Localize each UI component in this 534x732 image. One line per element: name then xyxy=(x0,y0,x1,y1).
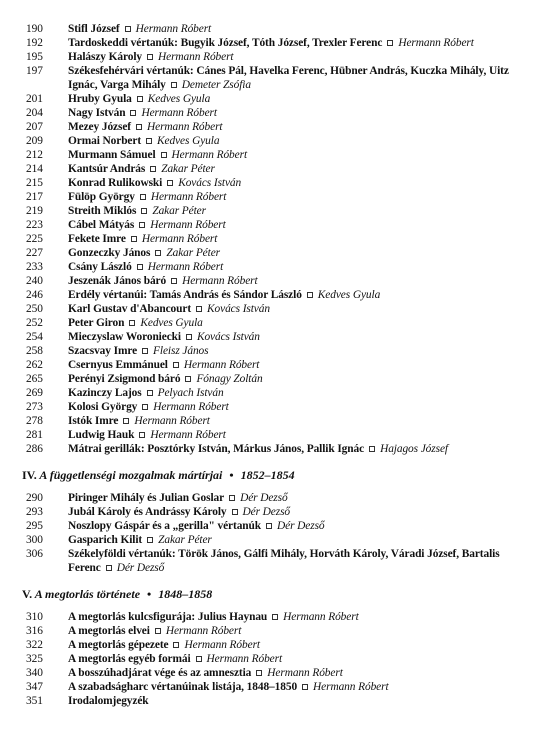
entry-title: Fekete Imre xyxy=(68,233,126,245)
entry-author: Hermann Róbert xyxy=(313,681,389,693)
toc-entry xyxy=(0,288,534,302)
toc-entry xyxy=(0,624,534,638)
toc-entry xyxy=(0,162,534,176)
section-years: 1848–1858 xyxy=(158,587,213,601)
square-bullet-icon xyxy=(136,124,142,130)
toc-entry xyxy=(0,120,534,134)
entry-author: Hermann Róbert xyxy=(134,415,210,427)
square-bullet-icon xyxy=(147,537,153,543)
toc-entry xyxy=(0,22,534,36)
toc-entry xyxy=(0,610,534,624)
toc-group-part-4 xyxy=(0,491,534,575)
square-bullet-icon xyxy=(266,523,272,529)
entry-author: Hermann Róbert xyxy=(165,625,242,637)
entry-title: Irodalomjegyzék xyxy=(68,695,149,707)
entry-title: Mieczyslaw Woroniecki xyxy=(68,331,181,343)
entry-title: Jeszenák János báró xyxy=(68,275,167,287)
square-bullet-icon xyxy=(150,166,156,172)
entry-author: Hermann Róbert xyxy=(283,611,359,623)
entry-author: Fónagy Zoltán xyxy=(196,373,263,385)
entry-title: Perényi Zsigmond báró xyxy=(68,373,181,385)
toc-entry xyxy=(0,638,534,652)
entry-author: Kedves Gyula xyxy=(140,317,203,329)
toc-entry xyxy=(0,176,534,190)
entry-title: Kazinczy Lajos xyxy=(68,387,142,399)
page-number: 207 xyxy=(26,121,43,133)
entry-author: Hermann Róbert xyxy=(182,275,258,287)
square-bullet-icon xyxy=(302,684,308,690)
toc-entry xyxy=(0,218,534,232)
page-number: 252 xyxy=(26,317,43,329)
square-bullet-icon xyxy=(146,138,152,144)
entry-author: Kovács István xyxy=(178,177,242,189)
entry-title: Gonzeczky János xyxy=(68,247,151,259)
toc-entry xyxy=(0,260,534,274)
page-number: 262 xyxy=(26,359,43,371)
toc-entry xyxy=(0,148,534,162)
entry-author: Demeter Zsófia xyxy=(181,79,251,91)
entry-title: Gasparich Kilit xyxy=(68,534,143,546)
page-number: 190 xyxy=(26,23,43,35)
page-number: 351 xyxy=(26,695,43,707)
section-heading-iv xyxy=(0,468,534,482)
page-number: 219 xyxy=(26,205,43,217)
entry-author: Hermann Róbert xyxy=(147,121,223,133)
page-number: 217 xyxy=(26,191,43,203)
entry-author: Hermann Róbert xyxy=(184,639,260,651)
section-bullet: • xyxy=(147,587,152,601)
square-bullet-icon xyxy=(171,278,177,284)
square-bullet-icon xyxy=(139,222,145,228)
entry-title: Szacsvay Imre xyxy=(68,345,138,357)
section-number: IV. xyxy=(22,468,37,482)
entry-title: Kolosi György xyxy=(68,401,138,413)
entry-author: Hermann Róbert xyxy=(150,219,226,231)
square-bullet-icon xyxy=(185,376,191,382)
section-title: A függetlenségi mozgalmak mártírjai xyxy=(39,468,223,482)
toc-entry xyxy=(0,36,534,50)
section-bullet: • xyxy=(229,468,234,482)
entry-title: Stifl József xyxy=(68,23,120,35)
page-number: 204 xyxy=(26,107,43,119)
entry-author: Hermann Róbert xyxy=(398,37,474,49)
entry-title: A szabadságharc vértanúinak listája, 1848–1850 xyxy=(68,681,298,693)
page-number: 347 xyxy=(26,681,43,693)
square-bullet-icon xyxy=(171,82,177,88)
toc-entry xyxy=(0,666,534,680)
entry-author: Hermann Róbert xyxy=(171,149,248,161)
toc-entry xyxy=(0,428,534,442)
toc-entry xyxy=(0,505,534,519)
entry-title: Hruby Gyula xyxy=(68,93,132,105)
square-bullet-icon xyxy=(137,264,143,270)
entry-author: Zakar Péter xyxy=(161,163,215,175)
entry-title: Erdély vértanúi: Tamás András és Sándor László xyxy=(68,289,302,301)
toc-entry xyxy=(0,316,534,330)
entry-title: Konrad Rulikowski xyxy=(68,177,163,189)
toc-entry xyxy=(0,274,534,288)
page-number: 278 xyxy=(26,415,43,427)
entry-author: Dér Dezső xyxy=(240,492,288,504)
square-bullet-icon xyxy=(196,656,202,662)
page-number: 286 xyxy=(26,443,43,455)
square-bullet-icon xyxy=(131,236,137,242)
page-number: 322 xyxy=(26,639,43,651)
toc-entry xyxy=(0,414,534,428)
page-number: 215 xyxy=(26,177,43,189)
entry-author: Hermann Róbert xyxy=(147,261,224,273)
page-number: 300 xyxy=(26,534,43,546)
page-number: 306 xyxy=(26,548,43,560)
entry-title: Csány László xyxy=(68,261,132,273)
toc-entry xyxy=(0,442,534,456)
entry-title: A megtorlás gépezete xyxy=(68,639,169,651)
toc-entry xyxy=(0,680,534,694)
entry-author: Kedves Gyula xyxy=(157,135,220,147)
entry-author: Hermann Róbert xyxy=(158,51,234,63)
toc-entry xyxy=(0,246,534,260)
square-bullet-icon xyxy=(173,362,179,368)
entry-title: Karl Gustav d'Abancourt xyxy=(68,303,192,315)
entry-title: Mátrai gerillák: Posztórky István, Márkus János, Pallik Ignác xyxy=(68,443,365,455)
toc-entry xyxy=(0,330,534,344)
toc-entry xyxy=(0,92,534,106)
toc-entry xyxy=(0,386,534,400)
toc-entry xyxy=(0,50,534,64)
entry-author: Pelyach István xyxy=(157,387,224,399)
toc-group-part-5 xyxy=(0,610,534,708)
page-number: 250 xyxy=(26,303,43,315)
toc-entry xyxy=(0,519,534,533)
entry-author: Dér Dezső xyxy=(242,506,291,518)
square-bullet-icon xyxy=(123,418,129,424)
entry-author: Kovács István xyxy=(207,303,270,315)
square-bullet-icon xyxy=(387,40,393,46)
square-bullet-icon xyxy=(229,495,235,501)
square-bullet-icon xyxy=(155,628,161,634)
page-number: 258 xyxy=(26,345,43,357)
entry-title: Kantsúr András xyxy=(68,163,146,175)
page-number: 201 xyxy=(26,93,43,105)
entry-author: Hajagos József xyxy=(380,443,448,455)
page-number: 325 xyxy=(26,653,43,665)
square-bullet-icon xyxy=(256,670,262,676)
entry-author: Dér Dezső xyxy=(277,520,325,532)
square-bullet-icon xyxy=(129,320,135,326)
table-of-contents xyxy=(0,22,534,708)
entry-author: Zakar Péter xyxy=(158,534,212,546)
page-number: 269 xyxy=(26,387,43,399)
page-number: 233 xyxy=(26,261,43,273)
entry-title: Murmann Sámuel xyxy=(68,149,156,161)
page-number: 273 xyxy=(26,401,43,413)
entry-title: Halászy Károly xyxy=(68,51,143,63)
toc-entry xyxy=(0,134,534,148)
toc-entry xyxy=(0,694,534,708)
square-bullet-icon xyxy=(137,96,143,102)
entry-author: Hermann Róbert xyxy=(141,107,217,119)
entry-author: Hermann Róbert xyxy=(141,233,218,245)
entry-author: Hermann Róbert xyxy=(206,653,283,665)
page-number: 340 xyxy=(26,667,43,679)
page-number: 290 xyxy=(26,492,43,504)
entry-title: Cábel Mátyás xyxy=(68,219,135,231)
entry-author: Hermann Róbert xyxy=(267,667,343,679)
page-number: 214 xyxy=(26,163,43,175)
entry-title: Jubál Károly és Andrássy Károly xyxy=(68,506,227,518)
square-bullet-icon xyxy=(130,110,136,116)
entry-title: Istók Imre xyxy=(68,415,119,427)
page-number: 265 xyxy=(26,373,43,385)
entry-title: Piringer Mihály és Julian Goslar xyxy=(68,492,225,504)
entry-title: Nagy István xyxy=(68,107,126,119)
square-bullet-icon xyxy=(232,509,238,515)
section-number: V. xyxy=(22,587,33,601)
square-bullet-icon xyxy=(307,292,313,298)
entry-title: A megtorlás elvei xyxy=(68,625,150,637)
page-number: 293 xyxy=(26,506,43,518)
entry-title: Székesfehérvári vértanúk: Cánes Pál, Havelka Ferenc, Hübner András, Kuczka Mihály, Uitz Ignác, Varga Mihály xyxy=(68,65,509,91)
entry-title: Fülöp György xyxy=(68,191,135,203)
toc-entry xyxy=(0,106,534,120)
section-title: A megtorlás története xyxy=(34,587,141,601)
toc-group-part-3 xyxy=(0,22,534,456)
toc-entry xyxy=(0,533,534,547)
section-years: 1852–1854 xyxy=(240,468,295,482)
square-bullet-icon xyxy=(147,390,153,396)
entry-author: Dér Dezső xyxy=(116,562,165,574)
toc-entry xyxy=(0,358,534,372)
entry-author: Hermann Róbert xyxy=(150,429,226,441)
page-number: 225 xyxy=(26,233,43,245)
entry-author: Hermann Róbert xyxy=(150,191,227,203)
toc-entry xyxy=(0,302,534,316)
page-number: 254 xyxy=(26,331,43,343)
page-number: 195 xyxy=(26,51,43,63)
page-number: 246 xyxy=(26,289,43,301)
page-number: 310 xyxy=(26,611,43,623)
toc-entry xyxy=(0,344,534,358)
page-number: 223 xyxy=(26,219,43,231)
toc-entry xyxy=(0,232,534,246)
page-number: 197 xyxy=(26,65,43,77)
square-bullet-icon xyxy=(167,180,173,186)
page-number: 192 xyxy=(26,37,43,49)
toc-entry xyxy=(0,547,534,575)
entry-author: Zakar Péter xyxy=(166,247,220,259)
entry-author: Fleisz János xyxy=(153,345,209,357)
square-bullet-icon xyxy=(161,152,167,158)
entry-author: Kedves Gyula xyxy=(147,93,211,105)
entry-author: Kedves Gyula xyxy=(317,289,381,301)
entry-title: Mezey József xyxy=(68,121,131,133)
square-bullet-icon xyxy=(147,54,153,60)
square-bullet-icon xyxy=(155,250,161,256)
toc-entry xyxy=(0,64,534,92)
square-bullet-icon xyxy=(140,194,146,200)
page-number: 281 xyxy=(26,429,43,441)
entry-title: A megtorlás kulcsfigurája: Julius Haynau xyxy=(68,611,268,623)
entry-title: Streith Miklós xyxy=(68,205,137,217)
entry-title: Székelyföldi vértanúk: Török János, Gálfi Mihály, Horváth Károly, Váradi József, Bartalis Ferenc xyxy=(68,548,500,574)
entry-author: Zakar Péter xyxy=(152,205,206,217)
toc-entry xyxy=(0,190,534,204)
square-bullet-icon xyxy=(125,26,131,32)
toc-entry xyxy=(0,491,534,505)
entry-title: Tardoskeddi vértanúk: Bugyik József, Tóth József, Trexler Ferenc xyxy=(68,37,383,49)
square-bullet-icon xyxy=(139,432,145,438)
square-bullet-icon xyxy=(173,642,179,648)
page-number: 212 xyxy=(26,149,43,161)
page-number: 240 xyxy=(26,275,43,287)
section-heading-v xyxy=(0,587,534,601)
square-bullet-icon xyxy=(142,348,148,354)
entry-title: Ormai Norbert xyxy=(68,135,142,147)
entry-title: A megtorlás egyéb formái xyxy=(68,653,191,665)
toc-entry xyxy=(0,652,534,666)
entry-title: Noszlopy Gáspár és a „gerilla" vértanúk xyxy=(68,520,262,532)
entry-title: A bosszúhadjárat vége és az amnesztia xyxy=(68,667,252,679)
entry-author: Hermann Róbert xyxy=(135,23,212,35)
square-bullet-icon xyxy=(106,565,112,571)
page-number: 316 xyxy=(26,625,43,637)
toc-entry xyxy=(0,204,534,218)
page-number: 209 xyxy=(26,135,43,147)
square-bullet-icon xyxy=(186,334,192,340)
square-bullet-icon xyxy=(141,208,147,214)
toc-entry xyxy=(0,400,534,414)
entry-title: Csernyus Emmánuel xyxy=(68,359,168,371)
entry-title: Ludwig Hauk xyxy=(68,429,135,441)
square-bullet-icon xyxy=(196,306,202,312)
page-number: 295 xyxy=(26,520,43,532)
entry-author: Hermann Róbert xyxy=(153,401,229,413)
entry-author: Hermann Róbert xyxy=(183,359,260,371)
toc-entry xyxy=(0,372,534,386)
square-bullet-icon xyxy=(369,446,375,452)
square-bullet-icon xyxy=(142,404,148,410)
entry-title: Peter Giron xyxy=(68,317,125,329)
page-number: 227 xyxy=(26,247,43,259)
entry-author: Kovács István xyxy=(196,331,260,343)
square-bullet-icon xyxy=(272,614,278,620)
